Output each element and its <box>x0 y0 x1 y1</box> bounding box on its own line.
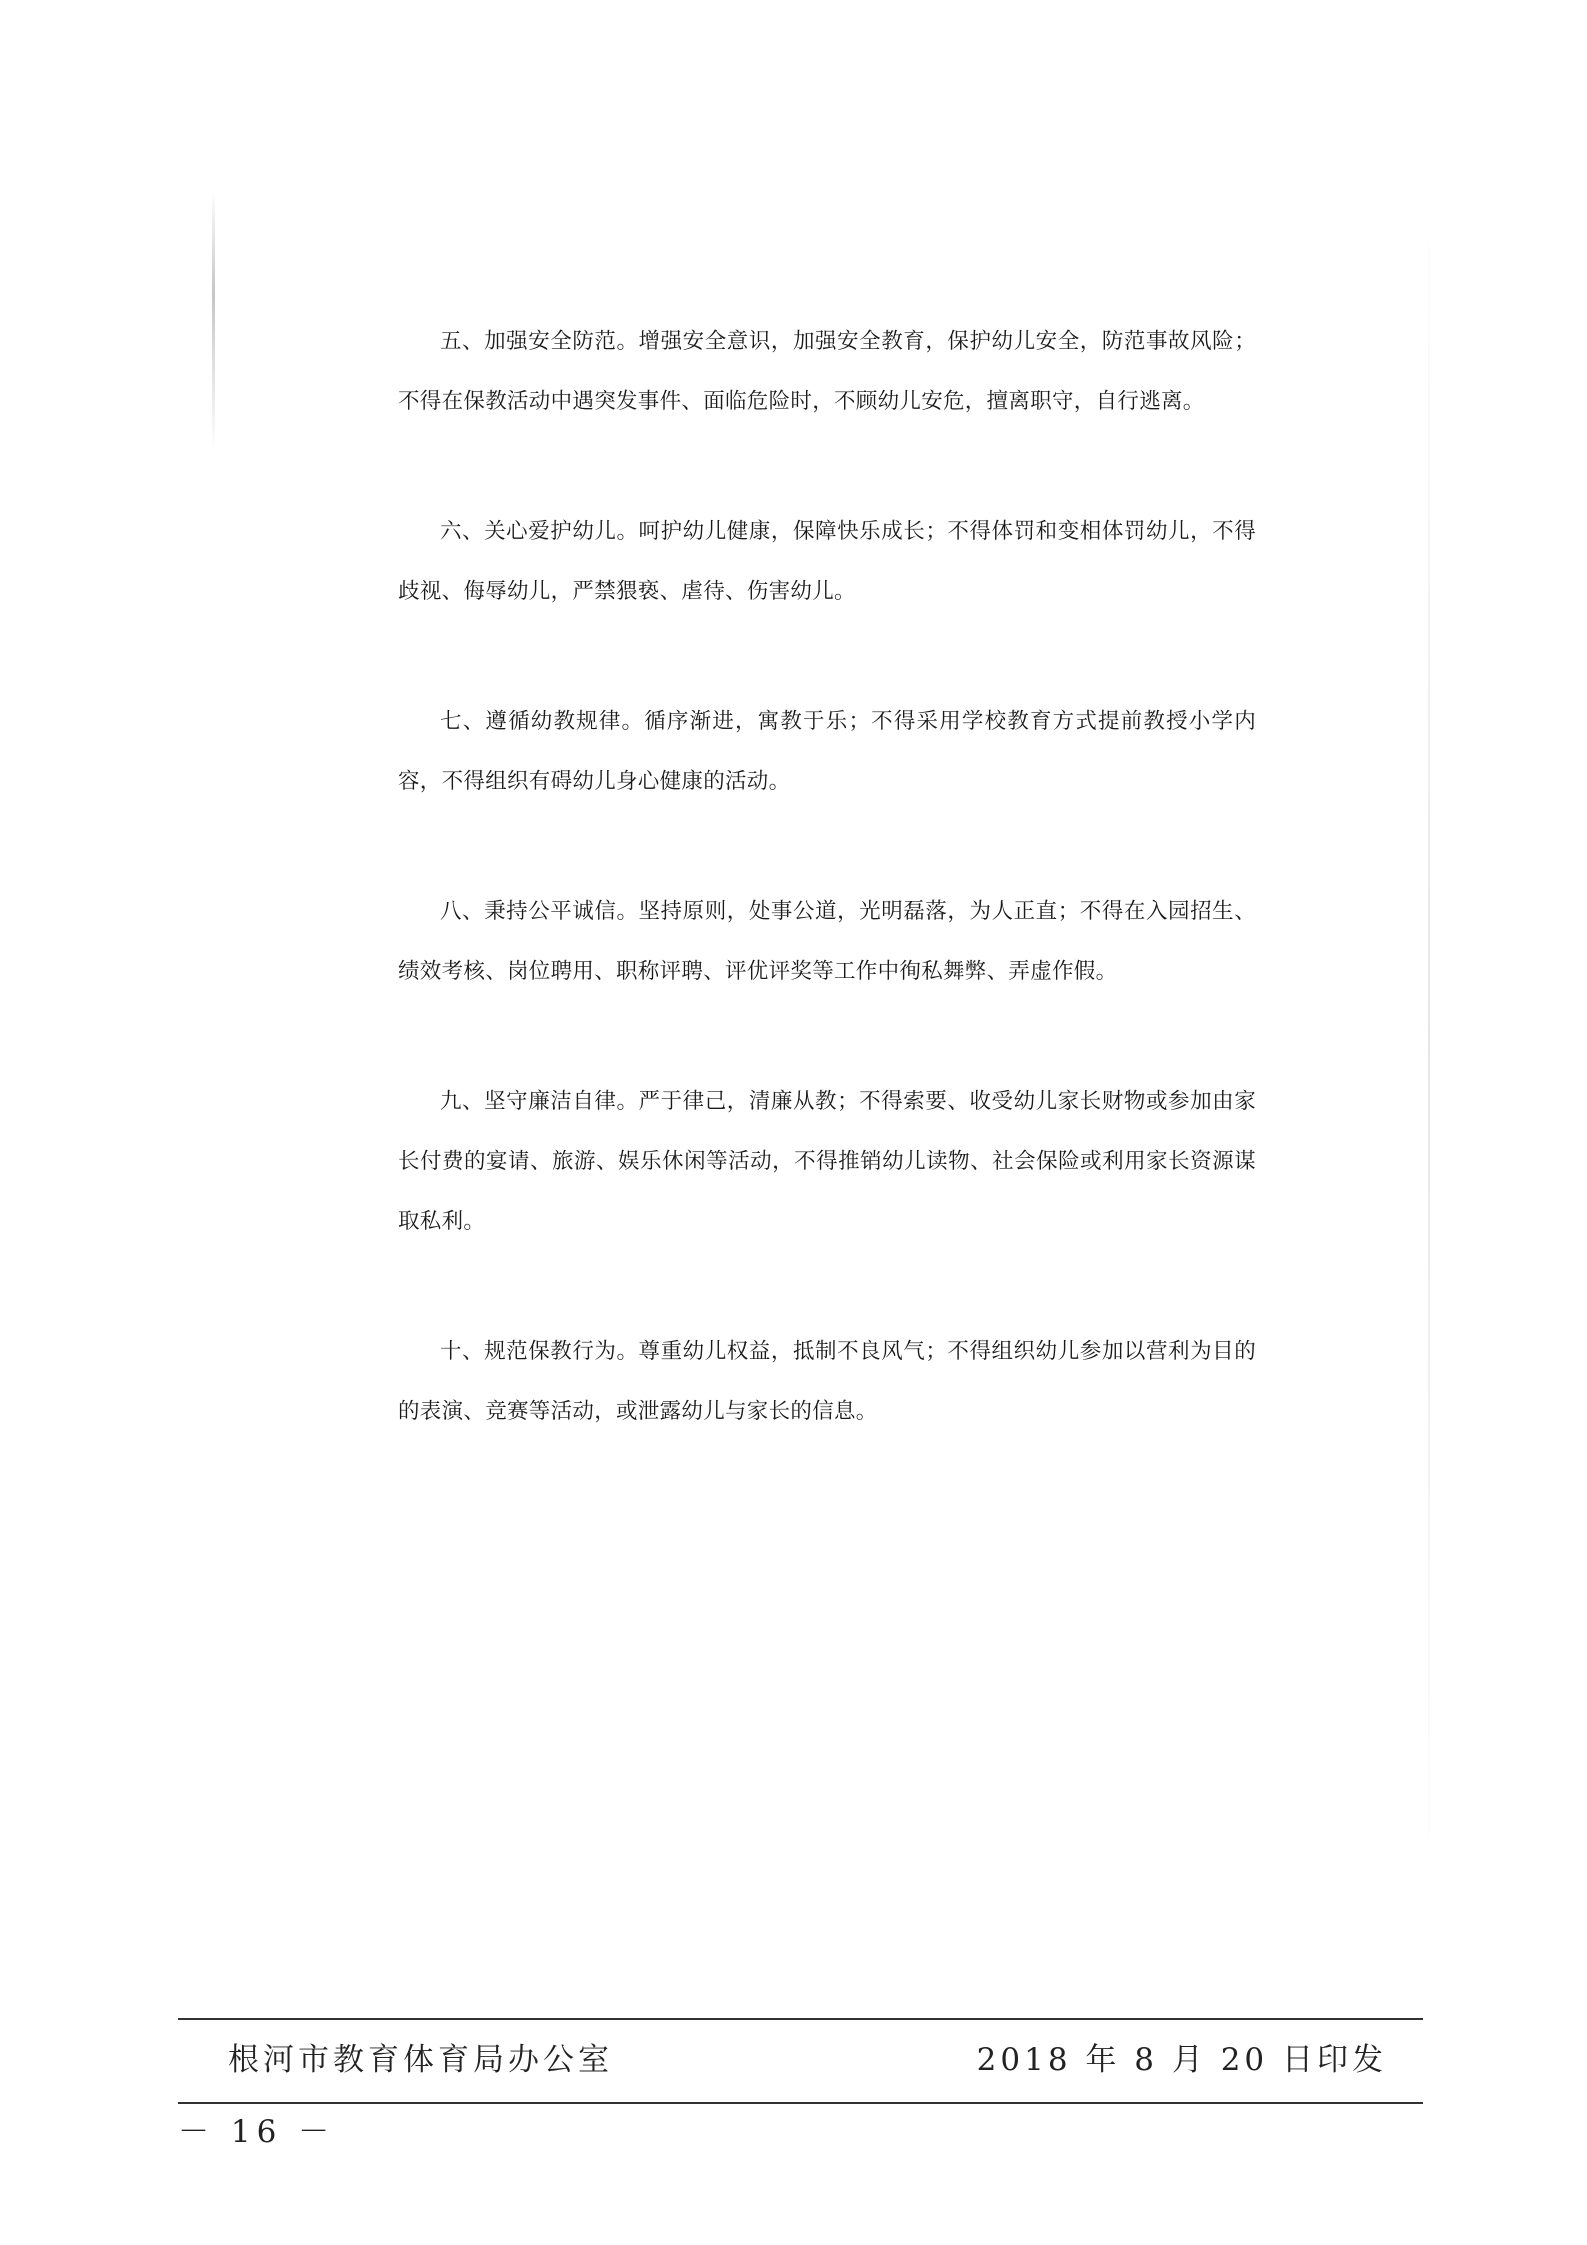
paragraph-6: 六、关心爱护幼儿。呵护幼儿健康，保障快乐成长；不得体罚和变相体罚幼儿，不得歧视、侮辱幼儿，严禁猥亵、虐待、伤害幼儿。 <box>398 519 1256 604</box>
paragraph-8: 八、秉持公平诚信。坚持原则，处事公道，光明磊落，为人正直；不得在入园招生、绩效考核、岗位聘用、职称评聘、评优评奖等工作中徇私舞弊、弄虚作假。 <box>398 899 1256 984</box>
footer-rule-top <box>178 2018 1423 2020</box>
footer-date: 2018 年 8 月 20 日印发 <box>976 2042 1387 2078</box>
paragraph-5: 五、加强安全防范。增强安全意识，加强安全教育，保护幼儿安全，防范事故风险；不得在保教活动中遇突发事件、面临危险时，不顾幼儿安危，擅离职守，自行逃离。 <box>398 329 1256 414</box>
paragraph-9: 九、坚守廉洁自律。严于律己，清廉从教；不得索要、收受幼儿家长财物或参加由家长付费的宴请、旅游、娱乐休闲等活动，不得推销幼儿读物、社会保险或利用家长资源谋取私利。 <box>398 1089 1256 1234</box>
footer-rule-bottom <box>178 2102 1423 2104</box>
document-body <box>398 312 1256 1512</box>
scan-edge-right <box>1428 190 1430 1890</box>
paragraph-7: 七、遵循幼教规律。循序渐进，寓教于乐；不得采用学校教育方式提前教授小学内容，不得组织有碍幼儿身心健康的活动。 <box>398 709 1256 794</box>
scan-edge-left <box>212 190 215 450</box>
footer-office: 根河市教育体育局办公室 <box>228 2042 613 2078</box>
page-number: － 16 － <box>178 2114 336 2150</box>
paragraph-10: 十、规范保教行为。尊重幼儿权益，抵制不良风气；不得组织幼儿参加以营利为目的的表演、竞赛等活动，或泄露幼儿与家长的信息。 <box>398 1339 1256 1424</box>
